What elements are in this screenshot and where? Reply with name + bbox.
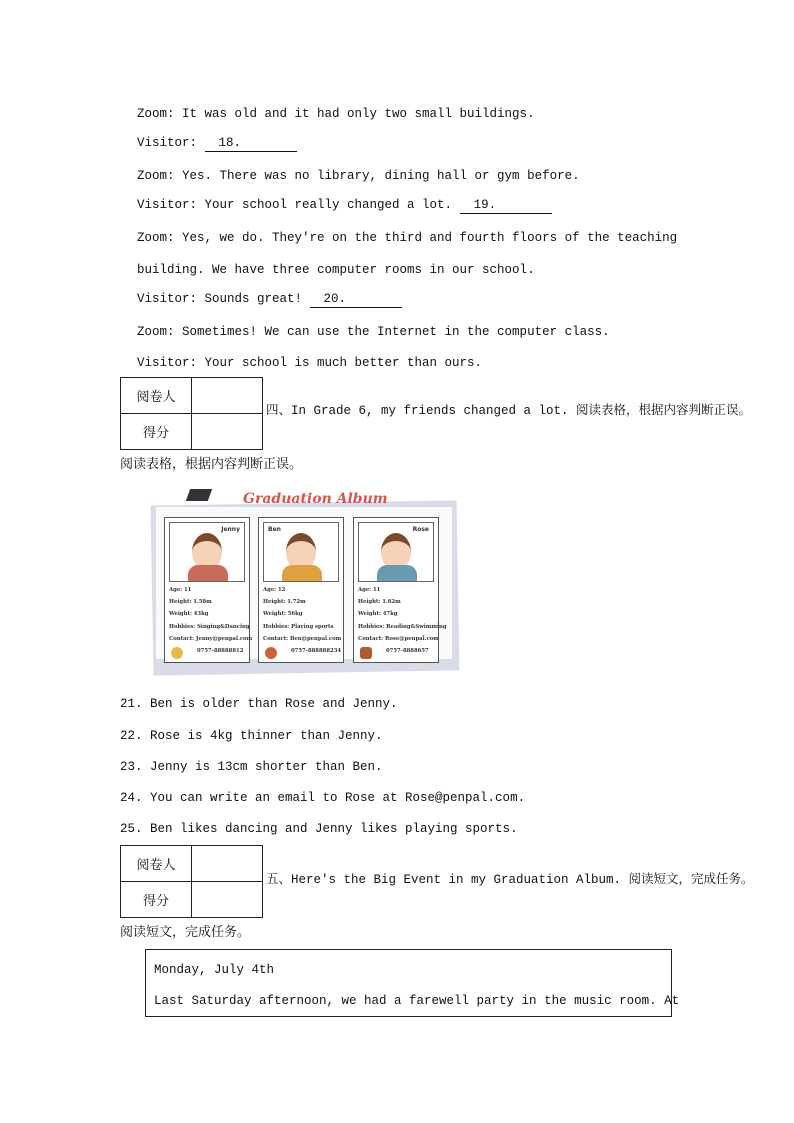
card-hobbies: Hobbies: Singing&Dancing	[169, 623, 250, 630]
dialogue-line: Visitor: Your school is much better than ours.	[137, 356, 483, 370]
question-24: 24. You can write an email to Rose at Rose@penpal.com.	[120, 791, 526, 805]
dialogue-line: Zoom: It was old and it had only two small buildings.	[137, 107, 535, 121]
bag-icon	[360, 647, 372, 659]
passage-line: Last Saturday afternoon, we had a farewell party in the music room. At	[154, 994, 680, 1008]
card-weight: Weight: 47kg	[358, 611, 398, 618]
profile-card-jenny	[164, 517, 253, 663]
profile-card-rose	[353, 517, 447, 663]
card-height: Height: 1.72m	[263, 599, 306, 606]
card-age: Age: 11	[169, 587, 192, 593]
dialogue-line: Zoom: Yes, we do. They're on the third and fourth floors of the teaching	[137, 231, 678, 245]
graduation-album-image	[148, 487, 458, 678]
card-name: Jenny	[221, 526, 240, 533]
question-21: 21. Ben is older than Rose and Jenny.	[120, 697, 398, 711]
section-4-heading: 四、In Grade 6, my friends changed a lot. 阅读表格，根据内容判断正误。	[266, 404, 752, 418]
question-23: 23. Jenny is 13cm shorter than Ben.	[120, 760, 383, 774]
score-label: 得分	[121, 882, 192, 918]
card-contact: Contact: Jenny@penpal.com	[169, 635, 253, 642]
pencil-icon	[171, 647, 183, 659]
graduation-cap-icon	[186, 489, 212, 501]
card-phone: 0757-8888657	[386, 648, 429, 655]
card-age: Age: 12	[263, 587, 286, 593]
card-name: Ben	[268, 526, 281, 533]
dialogue-line	[137, 197, 552, 214]
dialogue-line: building. We have three computer rooms in our school.	[137, 263, 535, 277]
profile-card-ben	[258, 517, 344, 663]
passage-box	[145, 949, 680, 1017]
dialogue-text: Visitor:	[137, 136, 205, 150]
album-title: Graduation Album	[243, 491, 388, 507]
score-cell[interactable]	[192, 414, 263, 450]
grader-label: 阅卷人	[121, 846, 192, 882]
card-height: Height: 1.62m	[358, 599, 401, 606]
score-table	[120, 845, 263, 918]
dialogue-line	[137, 291, 402, 308]
card-name: Rose	[412, 526, 429, 533]
dialogue-line: Zoom: Sometimes! We can use the Internet in the computer class.	[137, 325, 610, 339]
section-5-instruction: 阅读短文，完成任务。	[120, 925, 251, 940]
card-age: Age: 11	[358, 587, 381, 593]
dialogue-text: Visitor: Your school really changed a lot.	[137, 198, 460, 212]
dialogue-line: Zoom: Yes. There was no library, dining hall or gym before.	[137, 169, 580, 183]
score-label: 得分	[121, 414, 192, 450]
question-22: 22. Rose is 4kg thinner than Jenny.	[120, 729, 383, 743]
question-25: 25. Ben likes dancing and Jenny likes playing sports.	[120, 822, 518, 836]
grader-label: 阅卷人	[121, 378, 192, 414]
section-4-instruction: 阅读表格，根据内容判断正误。	[120, 457, 303, 472]
card-hobbies: Hobbies: Playing sports	[263, 623, 334, 630]
score-cell[interactable]	[192, 882, 263, 918]
answer-blank-18[interactable]: 18.	[205, 135, 297, 152]
card-contact: Contact: Ben@penpal.com	[263, 635, 342, 642]
card-contact: Contact: Rose@penpal.com	[358, 635, 439, 642]
dialogue-text: Visitor: Sounds great!	[137, 292, 310, 306]
card-weight: Weight: 56kg	[263, 611, 303, 618]
grader-cell[interactable]	[192, 846, 263, 882]
passage-date: Monday, July 4th	[154, 963, 275, 977]
score-table	[120, 377, 263, 450]
card-phone: 0757-888888234	[291, 648, 342, 655]
section-5-heading: 五、Here's the Big Event in my Graduation Album. 阅读短文，完成任务。	[266, 873, 754, 887]
basketball-icon	[265, 647, 277, 659]
card-hobbies: Hobbies: Reading&Swimming	[358, 623, 447, 630]
grader-cell[interactable]	[192, 378, 263, 414]
card-height: Height: 1.58m	[169, 599, 212, 606]
card-phone: 0757-88888812	[197, 648, 244, 655]
card-weight: Weight: 43kg	[169, 611, 209, 618]
answer-blank-20[interactable]: 20.	[310, 291, 402, 308]
dialogue-line	[137, 135, 297, 152]
answer-blank-19[interactable]: 19.	[460, 197, 552, 214]
